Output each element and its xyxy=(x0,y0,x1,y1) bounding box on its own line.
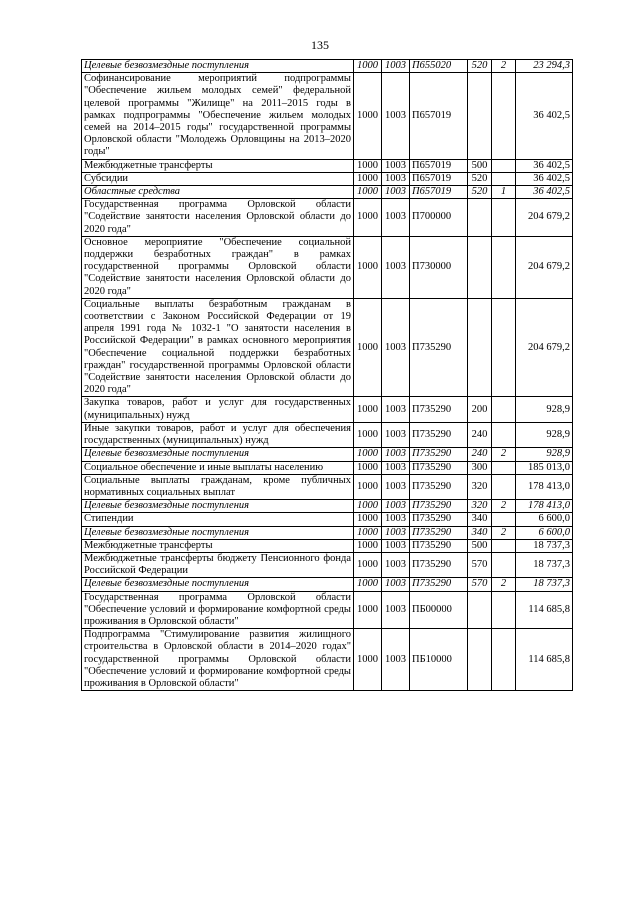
page-number: 135 xyxy=(311,38,329,52)
subsection-code: 1003 xyxy=(382,539,410,552)
section-code: 1000 xyxy=(354,591,382,629)
section-code: 1000 xyxy=(354,629,382,691)
subsection-code: 1003 xyxy=(382,73,410,159)
row-description: Областные средства xyxy=(82,186,354,199)
amount-value: 928,9 xyxy=(516,422,573,447)
target-article-code: П735290 xyxy=(410,397,468,422)
row-description: Подпрограмма "Стимулирование развития жилищного строительства в Орловской области в 2014–2020 годах" государственной программы Орловской области "Обеспечение условий и формирование комфортной среды проживания в Орловской области" xyxy=(82,629,354,691)
section-code: 1000 xyxy=(354,552,382,577)
table-row xyxy=(82,500,573,513)
funding-source-code xyxy=(492,461,516,474)
table-row xyxy=(82,298,573,397)
row-description: Социальные выплаты гражданам, кроме публичных нормативных социальных выплат xyxy=(82,474,354,499)
table-row xyxy=(82,474,573,499)
subsection-code: 1003 xyxy=(382,526,410,539)
subsection-code: 1003 xyxy=(382,552,410,577)
expense-type-code: 340 xyxy=(468,526,492,539)
expense-type-code xyxy=(468,298,492,397)
target-article-code: П730000 xyxy=(410,236,468,298)
table-row xyxy=(82,60,573,73)
section-code: 1000 xyxy=(354,448,382,461)
funding-source-code xyxy=(492,397,516,422)
subsection-code: 1003 xyxy=(382,60,410,73)
section-code: 1000 xyxy=(354,461,382,474)
expense-type-code: 320 xyxy=(468,474,492,499)
subsection-code: 1003 xyxy=(382,236,410,298)
target-article-code: П657019 xyxy=(410,159,468,172)
section-code: 1000 xyxy=(354,513,382,526)
section-code: 1000 xyxy=(354,60,382,73)
target-article-code: П735290 xyxy=(410,526,468,539)
expense-type-code: 500 xyxy=(468,159,492,172)
subsection-code: 1003 xyxy=(382,591,410,629)
table-row xyxy=(82,513,573,526)
row-description: Целевые безвозмездные поступления xyxy=(82,448,354,461)
section-code: 1000 xyxy=(354,298,382,397)
target-article-code: П657019 xyxy=(410,73,468,159)
expense-type-code: 500 xyxy=(468,539,492,552)
funding-source-code: 2 xyxy=(492,60,516,73)
subsection-code: 1003 xyxy=(382,629,410,691)
target-article-code: П735290 xyxy=(410,461,468,474)
subsection-code: 1003 xyxy=(382,513,410,526)
subsection-code: 1003 xyxy=(382,578,410,591)
table-row xyxy=(82,461,573,474)
expense-type-code: 520 xyxy=(468,60,492,73)
target-article-code: П657019 xyxy=(410,172,468,185)
row-description: Основное мероприятие "Обеспечение социальной поддержки безработных граждан" в рамках государственной программы Орловской области "Содействие занятости населения Орловской области до 2020 года" xyxy=(82,236,354,298)
funding-source-code xyxy=(492,591,516,629)
subsection-code: 1003 xyxy=(382,298,410,397)
table-row xyxy=(82,159,573,172)
section-code: 1000 xyxy=(354,397,382,422)
expense-type-code xyxy=(468,236,492,298)
funding-source-code: 2 xyxy=(492,500,516,513)
amount-value: 114 685,8 xyxy=(516,591,573,629)
subsection-code: 1003 xyxy=(382,500,410,513)
target-article-code: ПБ00000 xyxy=(410,591,468,629)
amount-value: 18 737,3 xyxy=(516,578,573,591)
funding-source-code xyxy=(492,172,516,185)
funding-source-code xyxy=(492,236,516,298)
subsection-code: 1003 xyxy=(382,172,410,185)
funding-source-code xyxy=(492,474,516,499)
expense-type-code: 200 xyxy=(468,397,492,422)
expense-type-code: 240 xyxy=(468,422,492,447)
budget-table-body xyxy=(82,60,573,691)
amount-value: 36 402,5 xyxy=(516,159,573,172)
amount-value: 178 413,0 xyxy=(516,500,573,513)
section-code: 1000 xyxy=(354,500,382,513)
table-row xyxy=(82,629,573,691)
funding-source-code xyxy=(492,629,516,691)
target-article-code: П735290 xyxy=(410,500,468,513)
amount-value: 204 679,2 xyxy=(516,298,573,397)
section-code: 1000 xyxy=(354,186,382,199)
row-description: Межбюджетные трансферты бюджету Пенсионного фонда Российской Федерации xyxy=(82,552,354,577)
amount-value: 6 600,0 xyxy=(516,526,573,539)
expense-type-code: 570 xyxy=(468,578,492,591)
expense-type-code xyxy=(468,199,492,237)
table-row xyxy=(82,236,573,298)
section-code: 1000 xyxy=(354,526,382,539)
funding-source-code: 1 xyxy=(492,186,516,199)
expense-type-code xyxy=(468,629,492,691)
amount-value: 204 679,2 xyxy=(516,236,573,298)
row-description: Целевые безвозмездные поступления xyxy=(82,60,354,73)
table-row xyxy=(82,539,573,552)
expense-type-code: 340 xyxy=(468,513,492,526)
expense-type-code xyxy=(468,591,492,629)
target-article-code: П700000 xyxy=(410,199,468,237)
amount-value: 36 402,5 xyxy=(516,73,573,159)
funding-source-code xyxy=(492,73,516,159)
subsection-code: 1003 xyxy=(382,186,410,199)
row-description: Межбюджетные трансферты xyxy=(82,159,354,172)
table-row xyxy=(82,422,573,447)
amount-value: 6 600,0 xyxy=(516,513,573,526)
amount-value: 36 402,5 xyxy=(516,172,573,185)
table-row xyxy=(82,397,573,422)
funding-source-code xyxy=(492,298,516,397)
table-row xyxy=(82,172,573,185)
funding-source-code xyxy=(492,199,516,237)
table-row xyxy=(82,73,573,159)
section-code: 1000 xyxy=(354,199,382,237)
amount-value: 23 294,3 xyxy=(516,60,573,73)
section-code: 1000 xyxy=(354,159,382,172)
section-code: 1000 xyxy=(354,539,382,552)
amount-value: 204 679,2 xyxy=(516,199,573,237)
amount-value: 185 013,0 xyxy=(516,461,573,474)
subsection-code: 1003 xyxy=(382,422,410,447)
subsection-code: 1003 xyxy=(382,159,410,172)
subsection-code: 1003 xyxy=(382,397,410,422)
expense-type-code: 240 xyxy=(468,448,492,461)
target-article-code: П735290 xyxy=(410,448,468,461)
amount-value: 114 685,8 xyxy=(516,629,573,691)
row-description: Закупка товаров, работ и услуг для государственных (муниципальных) нужд xyxy=(82,397,354,422)
expense-type-code: 520 xyxy=(468,186,492,199)
expense-type-code: 520 xyxy=(468,172,492,185)
section-code: 1000 xyxy=(354,422,382,447)
target-article-code: П735290 xyxy=(410,422,468,447)
section-code: 1000 xyxy=(354,236,382,298)
table-row xyxy=(82,552,573,577)
row-description: Стипендии xyxy=(82,513,354,526)
funding-source-code: 2 xyxy=(492,448,516,461)
target-article-code: П655020 xyxy=(410,60,468,73)
section-code: 1000 xyxy=(354,73,382,159)
target-article-code: П735290 xyxy=(410,539,468,552)
row-description: Иные закупки товаров, работ и услуг для обеспечения государственных (муниципальных) нужд xyxy=(82,422,354,447)
row-description: Государственная программа Орловской области "Обеспечение условий и формирование комфортной среды проживания в Орловской области" xyxy=(82,591,354,629)
table-row xyxy=(82,186,573,199)
expense-type-code xyxy=(468,73,492,159)
funding-source-code xyxy=(492,159,516,172)
row-description: Государственная программа Орловской области "Содействие занятости населения Орловской области до 2020 года" xyxy=(82,199,354,237)
expense-type-code: 570 xyxy=(468,552,492,577)
row-description: Социальные выплаты безработным гражданам в соответствии с Законом Российской Федерации от 19 апреля 1991 года № 1032-1 "О занятости населения в Российской Федерации" в рамках основного мероприятия "Обеспечение социальной поддержки безработных граждан" государственной программы Орловской области "Содействие занятости населения Орловской области до 2020 года" xyxy=(82,298,354,397)
target-article-code: П735290 xyxy=(410,552,468,577)
row-description: Межбюджетные трансферты xyxy=(82,539,354,552)
row-description: Софинансирование мероприятий подпрограммы "Обеспечение жильем молодых семей" федеральной целевой программы "Жилище" на 2011–2015 годы в рамках подпрограммы "Обеспечение жильем молодых семей на 2014–2015 годы" государственной программы Орловской области "Молодежь Орловщины на 2013–2020 годы" xyxy=(82,73,354,159)
table-row xyxy=(82,591,573,629)
table-row xyxy=(82,199,573,237)
target-article-code: П735290 xyxy=(410,298,468,397)
subsection-code: 1003 xyxy=(382,199,410,237)
amount-value: 928,9 xyxy=(516,397,573,422)
row-description: Целевые безвозмездные поступления xyxy=(82,526,354,539)
subsection-code: 1003 xyxy=(382,461,410,474)
funding-source-code xyxy=(492,422,516,447)
target-article-code: ПБ10000 xyxy=(410,629,468,691)
budget-table xyxy=(81,59,573,691)
section-code: 1000 xyxy=(354,474,382,499)
row-description: Целевые безвозмездные поступления xyxy=(82,500,354,513)
expense-type-code: 300 xyxy=(468,461,492,474)
target-article-code: П657019 xyxy=(410,186,468,199)
subsection-code: 1003 xyxy=(382,448,410,461)
amount-value: 36 402,5 xyxy=(516,186,573,199)
expense-type-code: 320 xyxy=(468,500,492,513)
target-article-code: П735290 xyxy=(410,578,468,591)
section-code: 1000 xyxy=(354,578,382,591)
funding-source-code: 2 xyxy=(492,578,516,591)
row-description: Субсидии xyxy=(82,172,354,185)
target-article-code: П735290 xyxy=(410,474,468,499)
amount-value: 928,9 xyxy=(516,448,573,461)
subsection-code: 1003 xyxy=(382,474,410,499)
funding-source-code xyxy=(492,539,516,552)
row-description: Социальное обеспечение и иные выплаты населению xyxy=(82,461,354,474)
amount-value: 18 737,3 xyxy=(516,539,573,552)
table-row xyxy=(82,448,573,461)
amount-value: 18 737,3 xyxy=(516,552,573,577)
funding-source-code xyxy=(492,552,516,577)
table-row xyxy=(82,526,573,539)
amount-value: 178 413,0 xyxy=(516,474,573,499)
row-description: Целевые безвозмездные поступления xyxy=(82,578,354,591)
section-code: 1000 xyxy=(354,172,382,185)
target-article-code: П735290 xyxy=(410,513,468,526)
table-row xyxy=(82,578,573,591)
funding-source-code: 2 xyxy=(492,526,516,539)
funding-source-code xyxy=(492,513,516,526)
